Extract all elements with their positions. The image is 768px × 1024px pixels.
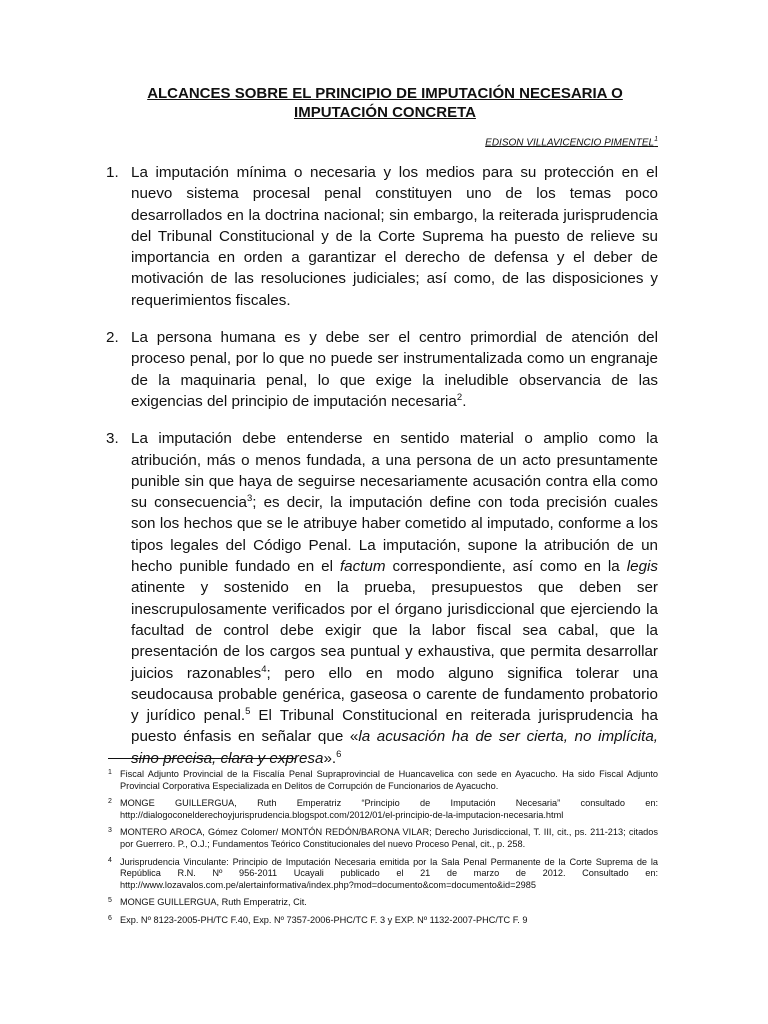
- footnote-text: MONGE GUILLERGUA, Ruth Emperatriz “Principio de Imputación Necesaria” consultado en: http://dialogoconelderechoyjurisprudencia.blogspot.com/2012/01/el-principio-de-la-imputacion-necesaria.html: [120, 798, 658, 820]
- footnote-text: Exp. Nº 8123-2005-PH/TC F.40, Exp. Nº 7357-2006-PHC/TC F. 3 y EXP. Nº 1132-2007-PHC/TC F. 9: [120, 914, 528, 925]
- footnote: [108, 897, 658, 909]
- item-text: La imputación debe entenderse en sentido material o amplio como la atribución, más o menos fundada, a una persona de un acto presuntamente punible sin que haya de seguirse necesariamente acusación contra ella como su consecuencia: [131, 430, 658, 512]
- footnote-number: 6: [108, 914, 112, 922]
- author-name: EDISON VILLAVICENCIO PIMENTEL: [485, 137, 655, 149]
- footnote-text: MONGE GUILLERGUA, Ruth Emperatriz, Cit.: [120, 897, 307, 908]
- item-text: correspondiente, así como en la: [385, 558, 627, 576]
- list-item: [106, 327, 658, 412]
- item-number: 1.: [106, 164, 119, 181]
- list-item: [106, 162, 658, 311]
- list-item: [106, 428, 658, 769]
- item-text: atinente y sostenido en la prueba, presupuestos que deben ser inescrupulosamente verificados por el órgano jurisdiccional que ejerciendo la facultad de control debe exigir que la labor fiscal sea cabal, que la presentación de los cargos sea puntual y exhaustiva, que permita desarrollar juicios razonables: [131, 579, 658, 682]
- author-line: [485, 136, 658, 148]
- footnote-ref: 5: [245, 706, 251, 718]
- italic-term: factum: [339, 558, 386, 576]
- item-text: ; pero ello en modo alguno significa tolerar una seudocausa probable genérica, gaseosa o carente de fundamento probatorio y jurídico penal.: [131, 664, 658, 725]
- item-number: 3.: [106, 430, 119, 448]
- item-text: .: [462, 392, 467, 410]
- footnote-separator: [108, 758, 296, 759]
- footnote-number: 4: [108, 856, 112, 864]
- footnotes: [108, 769, 658, 933]
- footnote-number: 5: [108, 897, 112, 905]
- footnote-number: 1: [108, 769, 112, 776]
- item-text: La imputación mínima o necesaria y los medios para su protección en el nuevo sistema procesal penal constituyen uno de los temas poco desarrollados en la doctrina nacional; sin embargo, la reiterada jurisprudencia del Tribunal Constitucional y de la Corte Suprema ha puesto de relieve su importancia en orden a garantizar el derecho de defensa y el deber de motivación de las resoluciones judiciales; así como, de las disposiciones y requerimientos fiscales.: [131, 164, 658, 309]
- footnote-number: 3: [108, 827, 112, 835]
- document-title: ALCANCES SOBRE EL PRINCIPIO DE IMPUTACIÓN NECESARIA O IMPUTACIÓN CONCRETA: [147, 85, 623, 121]
- numbered-list: [106, 162, 658, 785]
- footnote-ref: 6: [336, 748, 342, 760]
- footnote-ref: 4: [261, 663, 267, 675]
- italic-quote: la acusación ha de ser cierta, no implícita, sino precisa, clara y expresa: [131, 728, 658, 767]
- author-footnote-mark: 1: [654, 136, 658, 143]
- item-text: ; es decir, la imputación define con toda precisión cuales son los hechos que se le atribuye haber cometido al imputado, conforme a los tipos legales del Código Penal. La imputación, supone la atribución de un hecho punible fundado en el: [131, 494, 658, 576]
- footnote-ref: 3: [247, 493, 253, 505]
- footnote: [108, 857, 658, 892]
- footnote-ref: 2: [456, 391, 463, 403]
- footnote: [108, 915, 658, 927]
- footnote-text: Jurisprudencia Vinculante: Principio de Imputación Necesaria emitida por la Sala Penal Permanente de la Corte Suprema de la República R.N. Nº 956-2011 Ucayali publicado el 21 de marzo de 2012. Consultado en: http://www.lozavalos.com.pe/alertainformativa/index.php?mod=documento&com=documento&id=2985: [120, 856, 658, 890]
- footnote-number: 2: [108, 798, 112, 806]
- item-text: La persona humana es y debe ser el centro primordial de atención del proceso penal, por lo que no puede ser instrumentalizada como un engranaje de la maquinaria penal, lo que exige la ineludible observancia de las exigencias del principio de imputación necesaria: [131, 329, 658, 410]
- italic-term: legis: [626, 558, 658, 576]
- footnote-text: Fiscal Adjunto Provincial de la Fiscalía Penal Supraprovincial de Huancavelica con sede en Ayacucho. Ha sido Fiscal Adjunto Provincial Corporativa Especializada en Delitos de Corrupción de Funcionarios de Ayacucho.: [120, 769, 658, 791]
- item-text: ».: [323, 749, 337, 767]
- footnote-text: MONTERO AROCA, Gómez Colomer/ MONTÓN REDÓN/BARONA VILAR; Derecho Jurisdiccional, T. III, cit., ps. 211-213; citados por Guerrero. P., O.J.; Fundamentos Teórico Constitucionales del nuevo Proceso Penal, cit., p. 258.: [120, 827, 658, 849]
- footnote: [108, 769, 658, 792]
- footnote: [108, 798, 658, 821]
- item-text: El Tribunal Constitucional en reiterada jurisprudencia ha puesto énfasis en señalar que «: [131, 707, 659, 746]
- footnote: [108, 827, 658, 850]
- item-number: 2.: [106, 329, 119, 347]
